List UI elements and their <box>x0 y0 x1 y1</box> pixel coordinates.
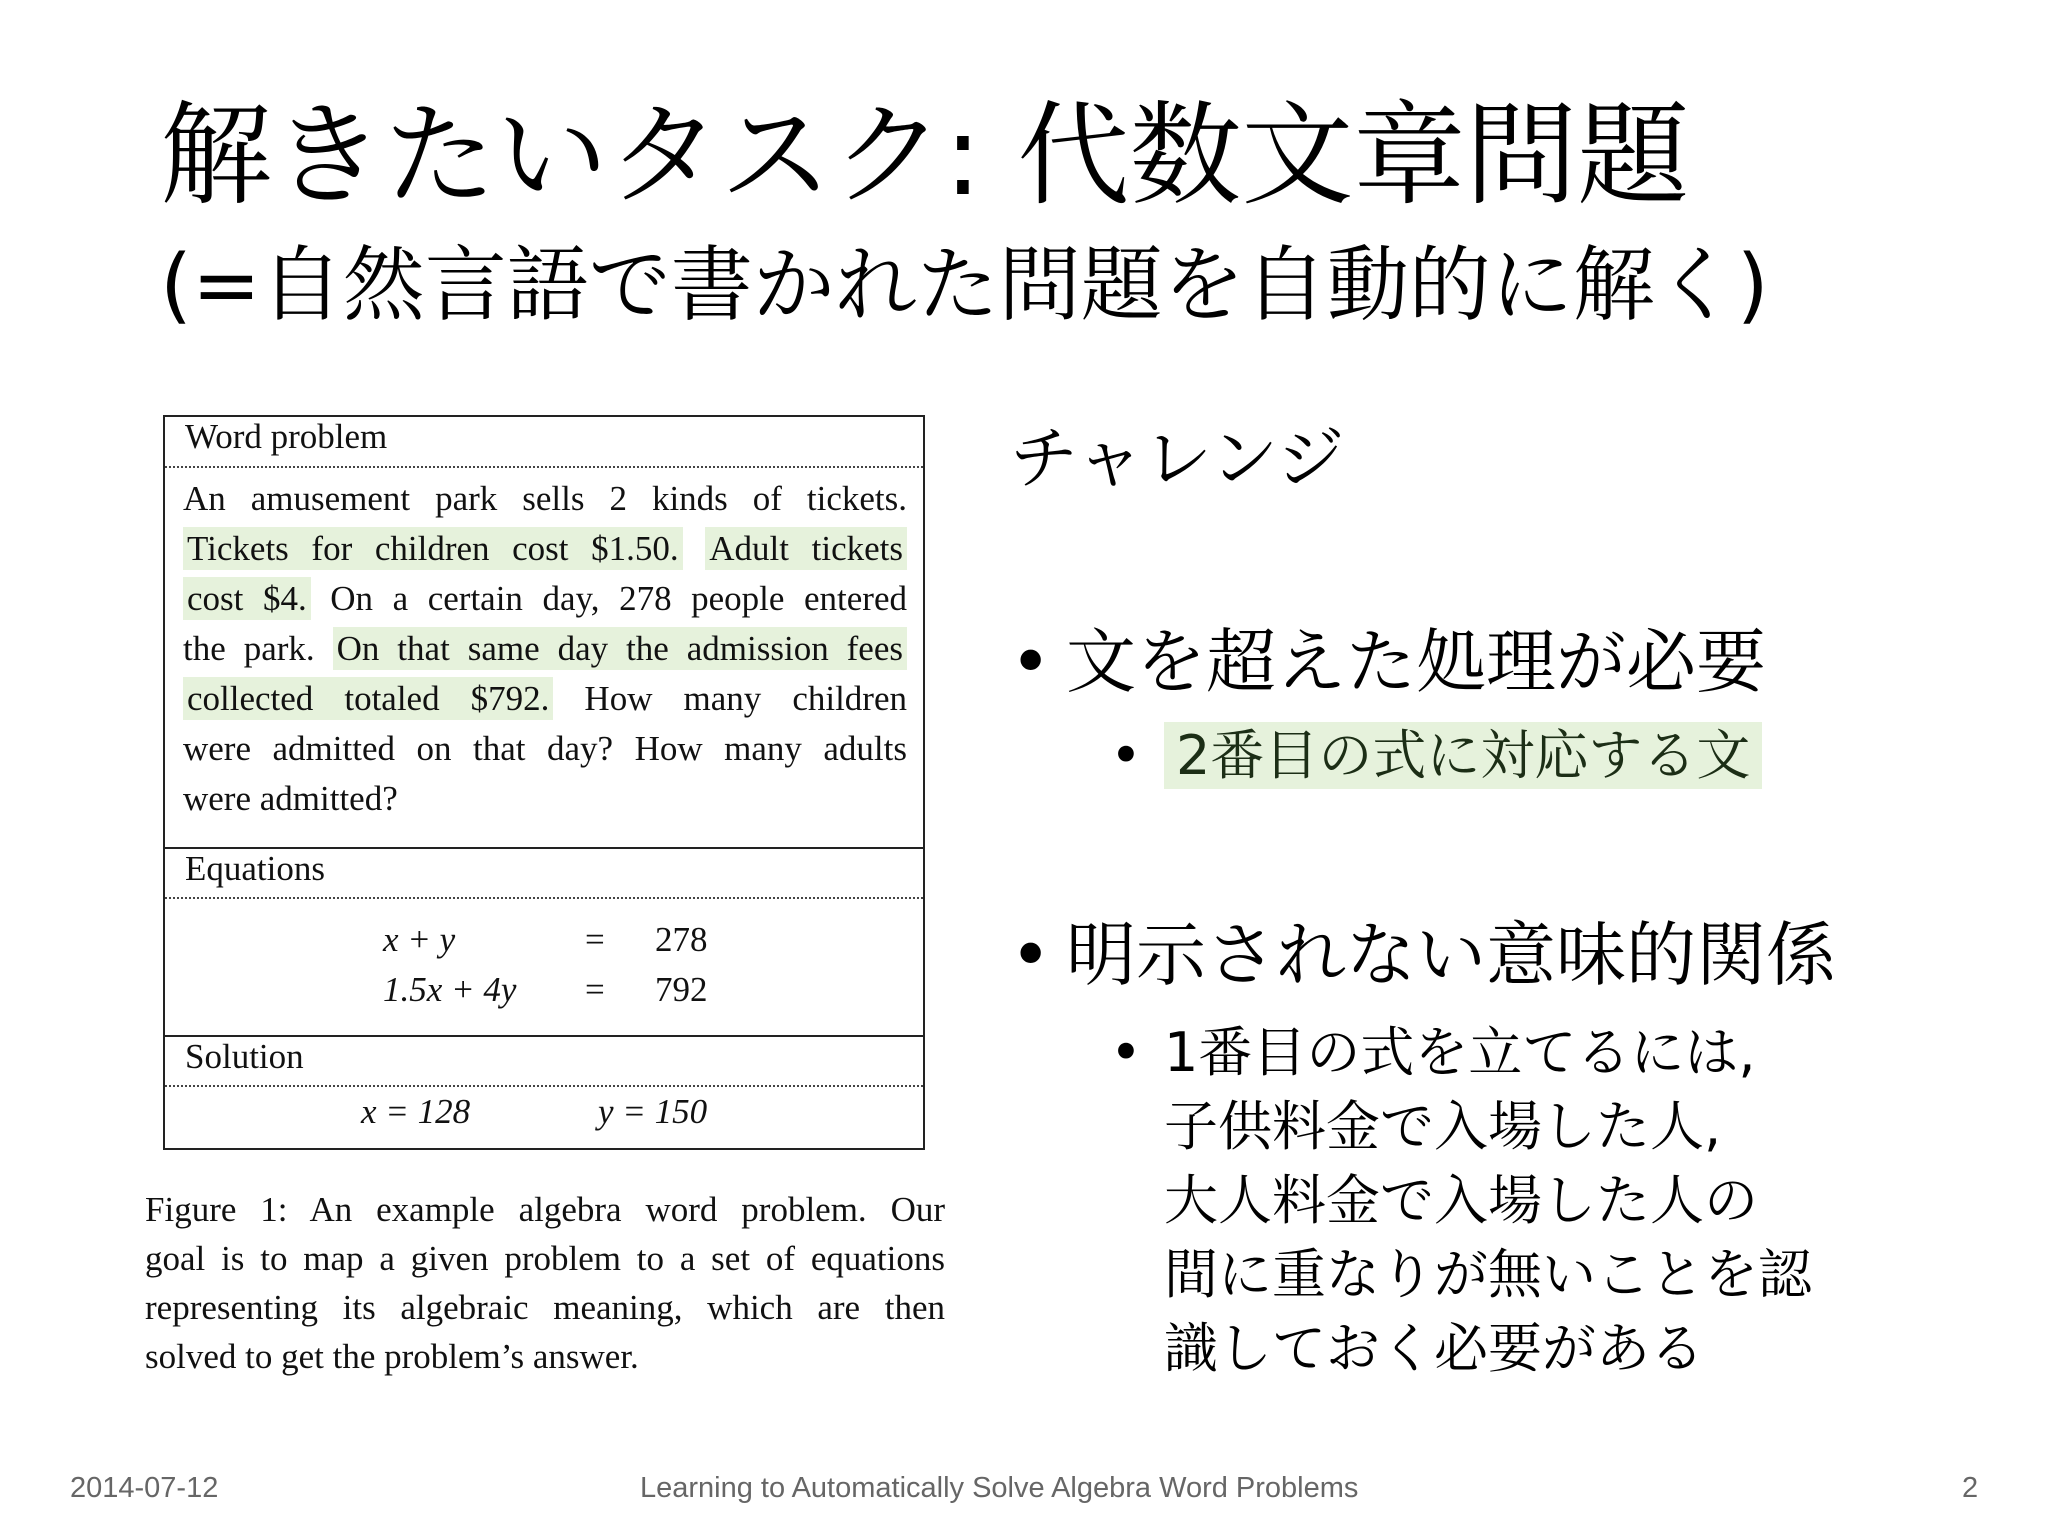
highlighted-sentence: cost $4. <box>183 577 311 620</box>
highlighted-sentence: Tickets for children cost $1.50. <box>183 527 683 570</box>
sub-bullet-line: 子供料金で入場した人, <box>1164 1095 1722 1158</box>
problem-text: An amusement park sells 2 kinds of tickets. <box>183 479 907 518</box>
equation-2-lhs: 1.5x + 4y <box>383 970 517 1009</box>
word-problem-line <box>183 625 907 673</box>
caption-line: solved to get the problem’s answer. <box>145 1337 639 1376</box>
bullet-icon: • <box>1110 1021 1142 1084</box>
problem-text: On a certain day, 278 people entered <box>310 579 907 618</box>
word-problem-line <box>183 525 907 573</box>
problem-text: the park. <box>183 629 333 668</box>
word-problem-header: Word problem <box>185 417 388 456</box>
equation-1-equals: = <box>585 920 605 959</box>
bullet-text: 明示されない意味的関係 <box>1066 914 1836 996</box>
word-problem-line <box>183 675 907 723</box>
bullet-icon: • <box>1010 914 1052 996</box>
dotted-divider <box>165 897 923 899</box>
footer-page-number: 2 <box>1962 1472 1979 1504</box>
footer-date: 2014-07-12 <box>70 1472 219 1504</box>
challenge-heading: チャレンジ <box>1010 420 1345 499</box>
figure-table <box>163 415 925 1150</box>
bullet-item-2 <box>1010 910 1836 1000</box>
dotted-divider <box>165 1085 923 1087</box>
sub-bullet-line: 識しておく必要がある <box>1164 1317 1704 1380</box>
bullet-text: 文を超えた処理が必要 <box>1066 621 1766 703</box>
caption-line: representing its algebraic meaning, which are then <box>145 1288 945 1327</box>
slide-title <box>160 92 1920 336</box>
highlighted-sentence: Adult tickets <box>705 527 907 570</box>
equation-1-lhs: x + y <box>383 920 456 959</box>
sub-bullet-text <box>1164 1016 1812 1386</box>
word-problem-line <box>183 725 907 773</box>
equation-1-rhs: 278 <box>655 920 708 959</box>
equation-2-equals: = <box>585 970 605 1009</box>
highlighted-sentence-box: 2番目の式に対応する文 <box>1164 722 1762 789</box>
highlighted-sentence: collected totaled $792. <box>183 677 553 720</box>
title-main: 解きたいタスク: 代数文章問題 <box>160 91 1690 221</box>
bullet-icon: • <box>1110 724 1142 787</box>
equations-header: Equations <box>185 849 325 888</box>
bullet-item-1 <box>1010 617 1766 707</box>
sub-bullet-line: 間に重なりが無いことを認 <box>1164 1243 1812 1306</box>
problem-text: How many children <box>553 679 907 718</box>
caption-line: Figure 1: An example algebra word problem. Our <box>145 1190 945 1229</box>
word-problem-line <box>183 475 907 523</box>
caption-line: goal is to map a given problem to a set of equations <box>145 1239 945 1278</box>
dotted-divider <box>165 466 923 468</box>
sub-bullet-line: 大人料金で入場した人の <box>1164 1169 1758 1232</box>
problem-text <box>683 529 706 568</box>
bullet-icon: • <box>1010 621 1052 703</box>
sub-bullet-text <box>1164 719 1762 793</box>
sub-bullet-line: 1番目の式を立てるには, <box>1164 1021 1756 1084</box>
word-problem-line <box>183 575 907 623</box>
problem-text: were admitted on that day? How many adults <box>183 729 907 768</box>
solution-x: x = 128 <box>361 1092 471 1131</box>
solution-y: y = 150 <box>598 1092 708 1131</box>
footer-title: Learning to Automatically Solve Algebra Word Problems <box>640 1472 1359 1504</box>
equation-2-rhs: 792 <box>655 970 708 1009</box>
problem-text: were admitted? <box>183 779 398 818</box>
word-problem-line <box>183 775 907 823</box>
solution-header: Solution <box>185 1037 304 1076</box>
highlighted-sentence: On that same day the admission fees <box>333 627 907 670</box>
title-subtitle: (=自然言語で書かれた問題を自動的に解く) <box>160 238 1769 333</box>
